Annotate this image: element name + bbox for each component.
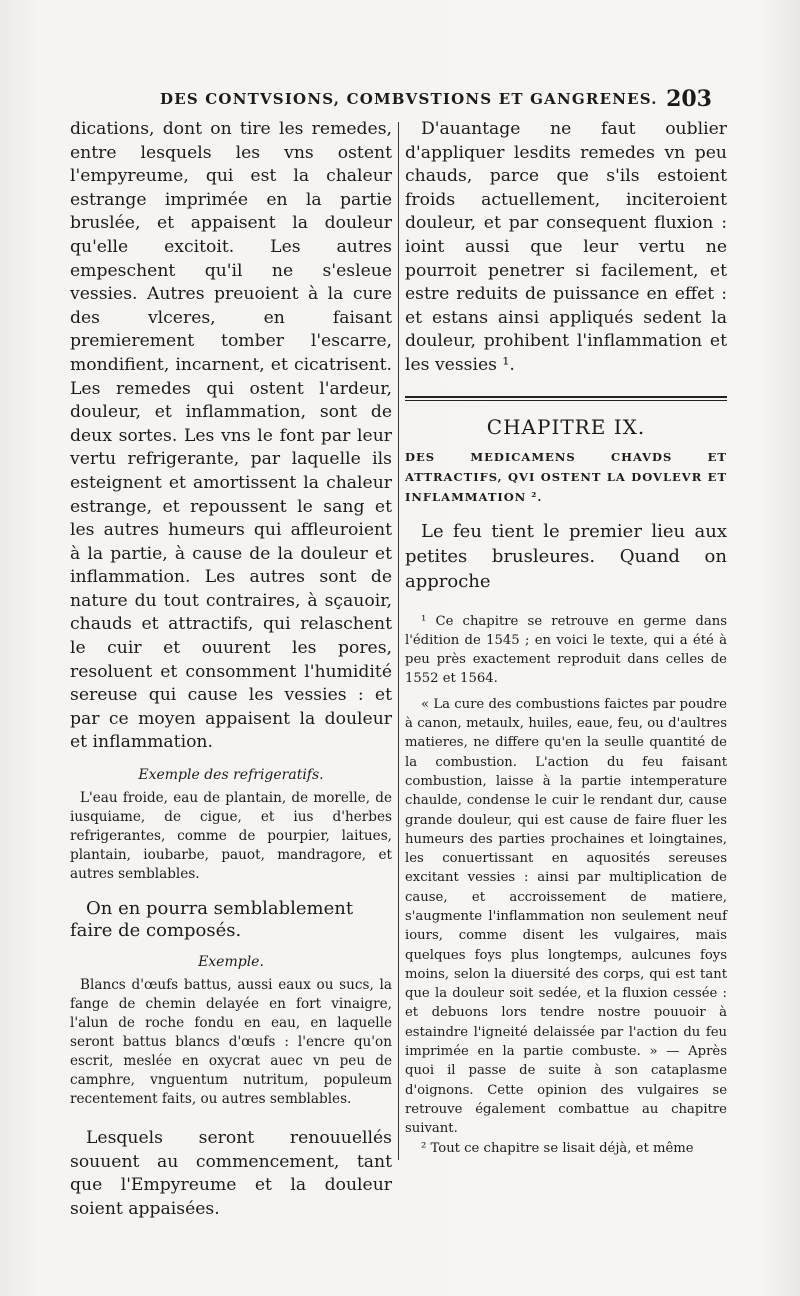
right-column xyxy=(405,118,727,1158)
running-title: DES CONTVSIONS, COMBVSTIONS ET GANGRENES. xyxy=(160,90,658,108)
right-paragraph-1: D'auantage ne faut oublier d'appliquer lesdits remedes vn peu chauds, parce que s'ils estoient froids actuellement, inciteroient douleur, et par consequent fluxion : ioint aussi que leur vertu ne pourroit penetrer si facilement, et estre reduits de puissance en effet : et estans ainsi appliqués sedent la douleur, prohibent l'inflammation et les vessies ¹. xyxy=(405,119,727,375)
footnote-1: ¹ Ce chapitre se retrouve en germe dans l'édition de 1545 ; en voici le texte, qui a été à peu près exactement reproduit dans celles de 1552 et 1564. xyxy=(405,613,727,687)
right-paragraph-2: Le feu tient le premier lieu aux petites brusleures. Quand on approche xyxy=(405,520,727,592)
chapter-rule xyxy=(405,396,727,401)
example-title: Exemple. xyxy=(198,954,264,971)
footnote-1-quote: « La cure des combustions faictes par poudre à canon, metaulx, huiles, eaue, feu, ou d'aultres matieres, ne differe qu'en la seulle quantité de la combustion. L'action du feu faisant combustion, laisse à la partie intemperature chaulde, condense le cuir le rendant dur, cause grande douleur, qui est cause de faire fluer les humeurs des parties prochaines et loingtaines, les conuertissant en aquosités sereuses excitant vessies : ainsi par multiplication de cause, et accroissement de matiere, s'augmente l'inflammation non seulement neuf iours, comme disent les vulgaires, mais quelques foys plus longtemps, aulcunes foys moins, selon la diuersité des corps, qui est tant que la douleur soit sedée, et la fluxion cessée : et debuons lors tendre nostre pouuoir à estaindre l'igneité delaissée par l'action du feu imprimée en la partie combuste. » — Après quoi il passe de suite à son cataplasme d'oignons. Cette opinion des vulgaires se retrouve également combattue au chapitre suivant. xyxy=(405,696,727,1137)
example-refrigeratifs-title: Exemple des refrigeratifs. xyxy=(138,767,324,784)
chapter-title: CHAPITRE IX. xyxy=(486,414,646,439)
example-refrigeratifs-text: L'eau froide, eau de plantain, de morelle, de iusquiame, de cigue, et ius d'herbes refrigerantes, comme de pourpier, laitues, plantain, ioubarbe, pauot, mandragore, et autres semblables. xyxy=(70,790,392,883)
footnote-2: ² Tout ce chapitre se lisait déjà, et même xyxy=(421,1140,694,1156)
left-paragraph-1: dications, dont on tire les remedes, entre lesquels les vns ostent l'empyreume, qui est la chaleur estrange imprimée en la partie bruslée, et appaisent la douleur qu'elle excitoit. Les autres empeschent qu'il ne s'esleue vessies. Autres preuoient à la cure des vlceres, en faisant premierement tomber l'escarre, mondifient, incarnent, et cicatrisent. Les remedes qui ostent l'ardeur, douleur, et inflammation, sont de deux sortes. Les vns le font par leur vertu refrigerante, par laquelle ils esteignent et amortissent la chaleur estrange, et repoussent le sang et les autres humeurs qui affleuroient à la partie, à cause de la douleur et inflammation. Les autres sont de nature du tout contraires, à sçauoir, chauds et attractifs, qui relaschent le cuir et ouurent les pores, resoluent et consomment l'humidité sereuse qui cause les vessies : et par ce moyen appaisent la douleur et inflammation. xyxy=(70,119,392,753)
left-paragraph-final: Lesquels seront renouuellés souuent au commencement, tant que l'Empyreume et la douleur soient appaisées. xyxy=(70,1128,392,1219)
spacer xyxy=(405,594,727,612)
column-divider xyxy=(398,122,399,1160)
chapter-subtitle: DES MEDICAMENS CHAVDS ET ATTRACTIFS, QVI OSTENT LA DOVLEVR ET INFLAMMATION ². xyxy=(405,449,727,504)
left-column xyxy=(70,118,392,1221)
page-number: 203 xyxy=(666,86,712,112)
composes-subhead: On en pourra semblablement faire de composés. xyxy=(70,898,354,942)
example-text: Blancs d'œufs battus, aussi eaux ou sucs, la fange de chemin delayée en fort vinaigre, l'alun de roche fondu en eau, en laquelle seront battus blancs d'œufs : l'encre qu'on escrit, meslée en oxycrat auec vn peu de camphre, vnguentum nutritum, populeum recentement faits, ou autres semblables. xyxy=(70,977,392,1108)
